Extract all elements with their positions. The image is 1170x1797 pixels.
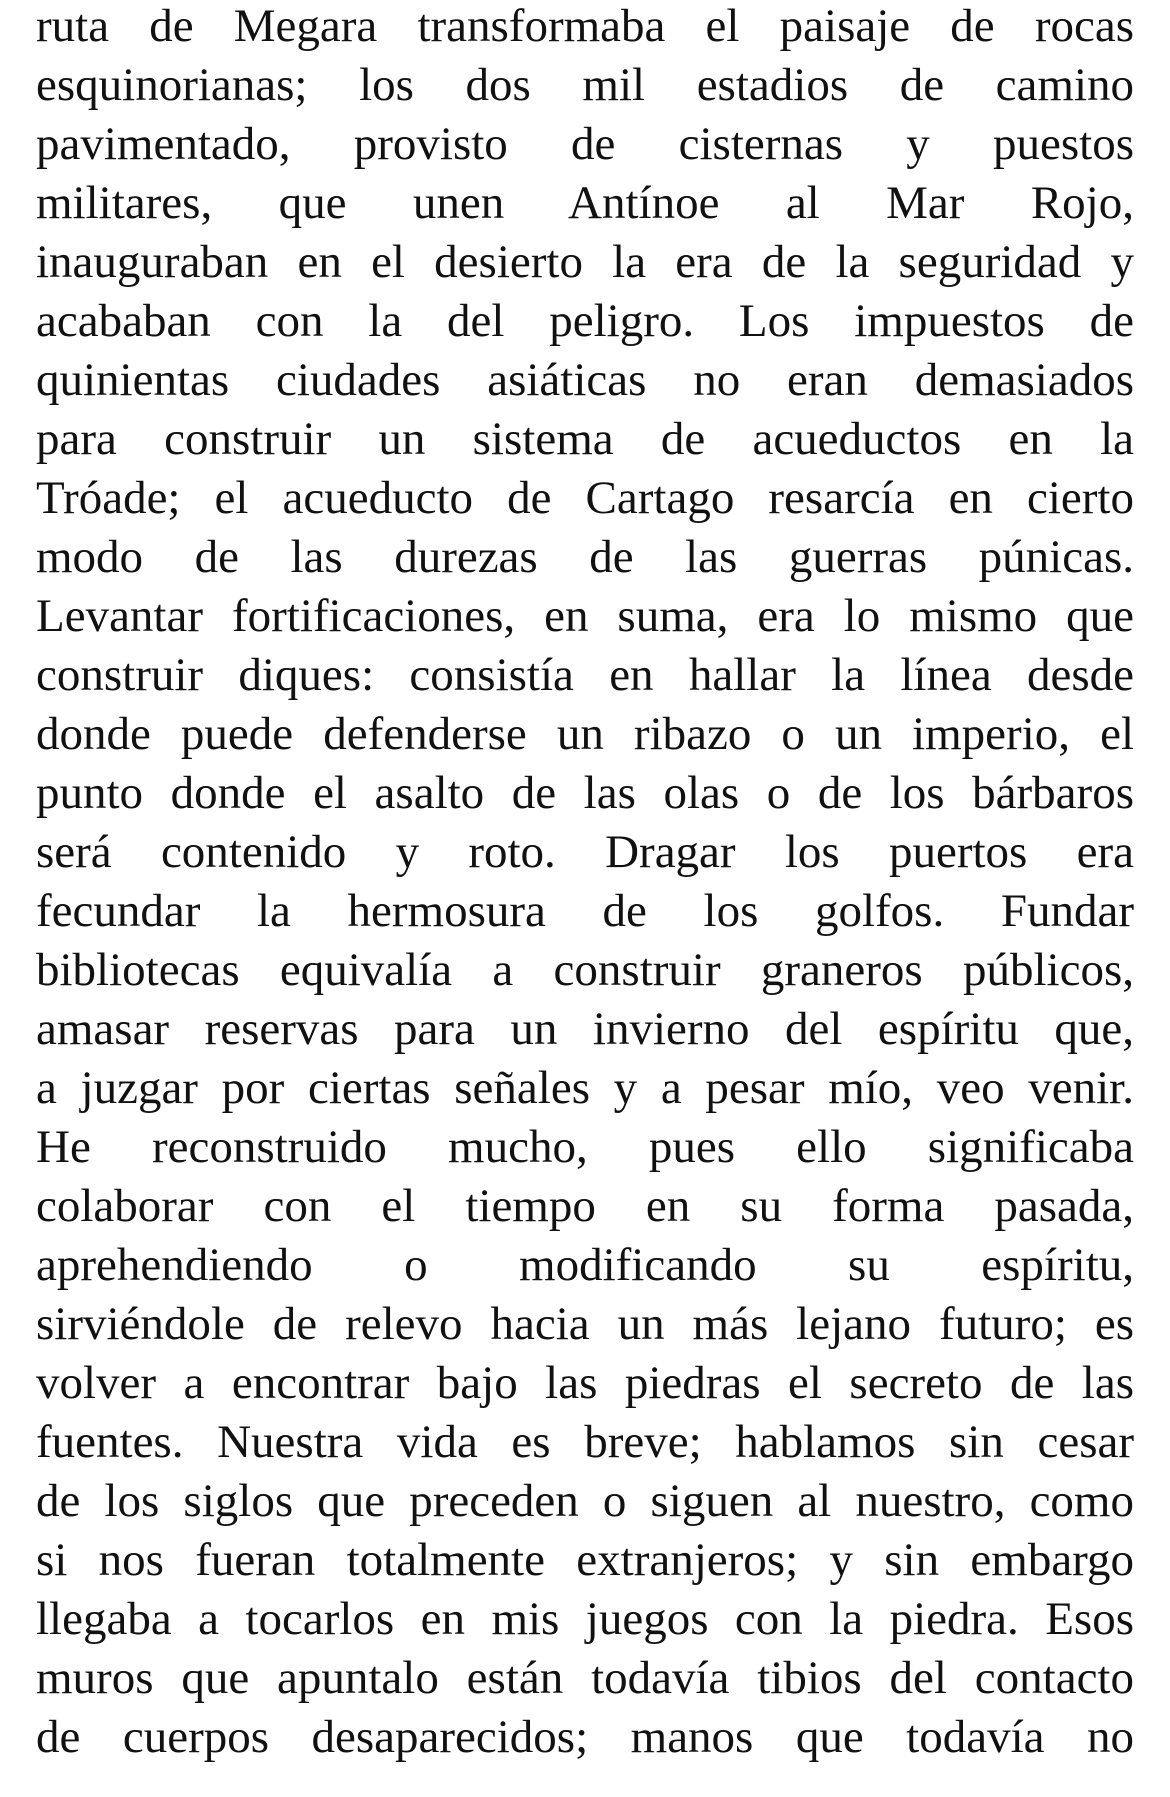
- text-line: fecundar la hermosura de los golfos. Fundar: [36, 885, 1134, 937]
- text-line: militares, que unen Antínoe al Mar Rojo,: [36, 177, 1134, 229]
- text-line: de cuerpos desaparecidos; manos que todavía no: [36, 1711, 1134, 1763]
- text-line: punto donde el asalto de las olas o de los bárbaros: [36, 767, 1134, 819]
- text-line: acababan con la del peligro. Los impuestos de: [36, 295, 1134, 347]
- text-line: si nos fueran totalmente extranjeros; y sin embargo: [36, 1534, 1134, 1586]
- text-line: amasar reservas para un invierno del espíritu que,: [36, 1003, 1134, 1055]
- text-line: inauguraban en el desierto la era de la seguridad y: [36, 236, 1134, 288]
- text-line: para construir un sistema de acueductos en la: [36, 413, 1134, 465]
- text-line: llegaba a tocarlos en mis juegos con la piedra. Esos: [36, 1593, 1134, 1645]
- text-line: ruta de Megara transformaba el paisaje de rocas: [36, 0, 1134, 52]
- text-line: aprehendiendo o modificando su espíritu,: [36, 1239, 1134, 1291]
- text-line: construir diques: consistía en hallar la línea desde: [36, 649, 1134, 701]
- text-line: sirviéndole de relevo hacia un más lejano futuro; es: [36, 1298, 1134, 1350]
- text-line: muros que apuntalo están todavía tibios del contacto: [36, 1652, 1134, 1704]
- text-line: bibliotecas equivalía a construir graneros públicos,: [36, 944, 1134, 996]
- text-line: será contenido y roto. Dragar los puertos era: [36, 826, 1134, 878]
- text-line: esquinorianas; los dos mil estadios de camino: [36, 59, 1134, 111]
- body-text: [36, 0, 1134, 1767]
- text-line: fuentes. Nuestra vida es breve; hablamos sin cesar: [36, 1416, 1134, 1468]
- text-line: modo de las durezas de las guerras púnicas.: [36, 531, 1134, 583]
- document-page: [36, 0, 1134, 1797]
- text-line: He reconstruido mucho, pues ello significaba: [36, 1121, 1134, 1173]
- text-line: quinientas ciudades asiáticas no eran demasiados: [36, 354, 1134, 406]
- text-line: Tróade; el acueducto de Cartago resarcía en cierto: [36, 472, 1134, 524]
- text-line: colaborar con el tiempo en su forma pasada,: [36, 1180, 1134, 1232]
- text-line: a juzgar por ciertas señales y a pesar mío, veo venir.: [36, 1062, 1134, 1114]
- text-line: donde puede defenderse un ribazo o un imperio, el: [36, 708, 1134, 760]
- text-line: de los siglos que preceden o siguen al nuestro, como: [36, 1475, 1134, 1527]
- text-line: pavimentado, provisto de cisternas y puestos: [36, 118, 1134, 170]
- text-line: volver a encontrar bajo las piedras el secreto de las: [36, 1357, 1134, 1409]
- text-line: Levantar fortificaciones, en suma, era lo mismo que: [36, 590, 1134, 642]
